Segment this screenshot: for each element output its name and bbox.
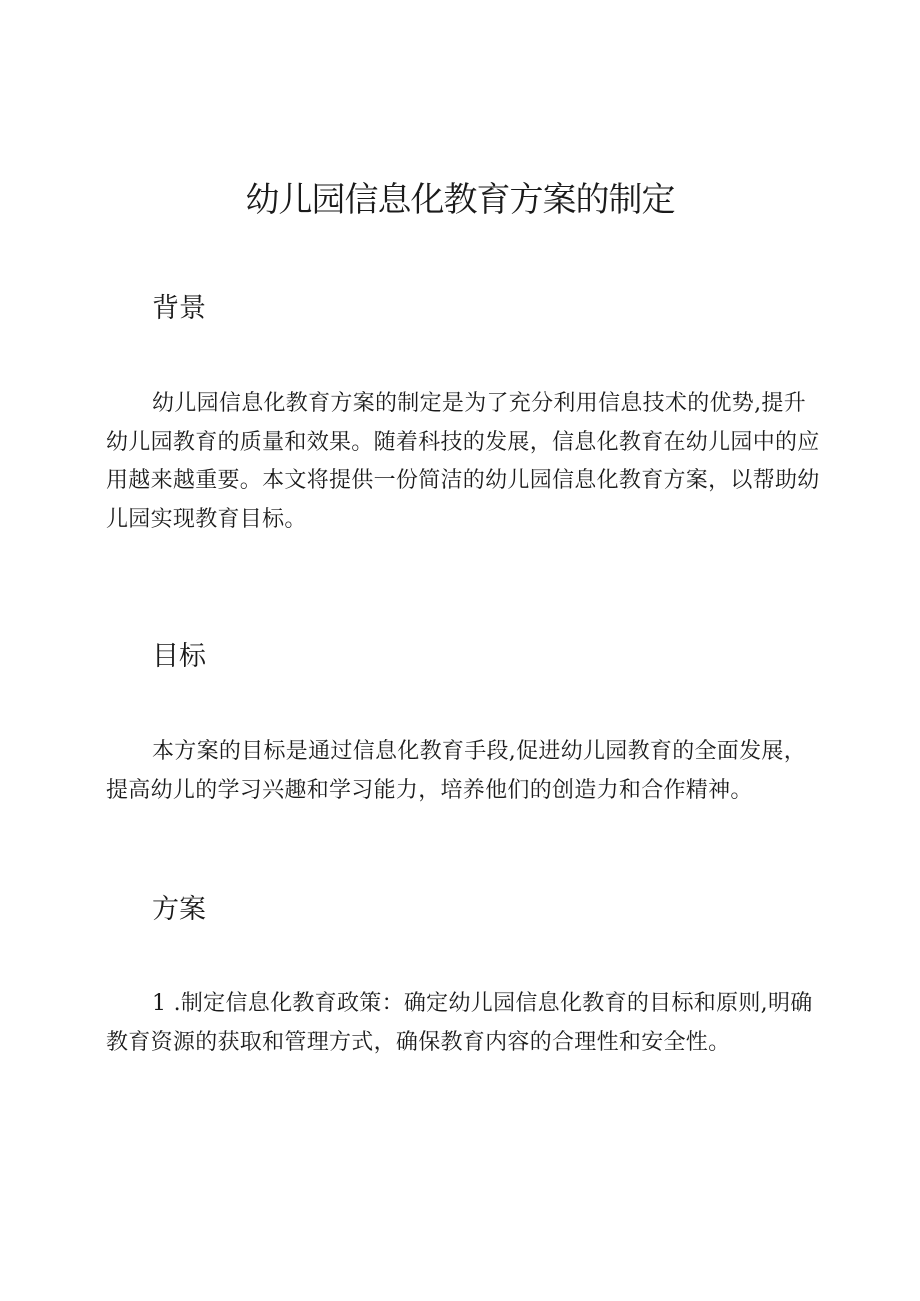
section-heading-plan: 方案	[152, 894, 206, 925]
section-paragraph-plan: 1 .制定信息化教育政策：确定幼儿园信息化教育的目标和原则,明确教育资源的获取和管理方式，确保教育内容的合理性和安全性。	[106, 991, 813, 1055]
section-paragraph-background: 幼儿园信息化教育方案的制定是为了充分利用信息技术的优势,提升幼儿园教育的质量和效果。随着科技的发展，信息化教育在幼儿园中的应用越来越重要。本文将提供一份简洁的幼儿园信息化教育方案，以帮助幼儿园实现教育目标。	[106, 391, 820, 532]
section-heading-goal: 目标	[152, 641, 206, 672]
document-title: 幼儿园信息化教育方案的制定	[245, 180, 675, 220]
section-paragraph-goal: 本方案的目标是通过信息化教育手段,促进幼儿园教育的全面发展，提高幼儿的学习兴趣和学习能力，培养他们的创造力和合作精神。	[106, 739, 806, 803]
section-heading-background: 背景	[152, 293, 206, 324]
